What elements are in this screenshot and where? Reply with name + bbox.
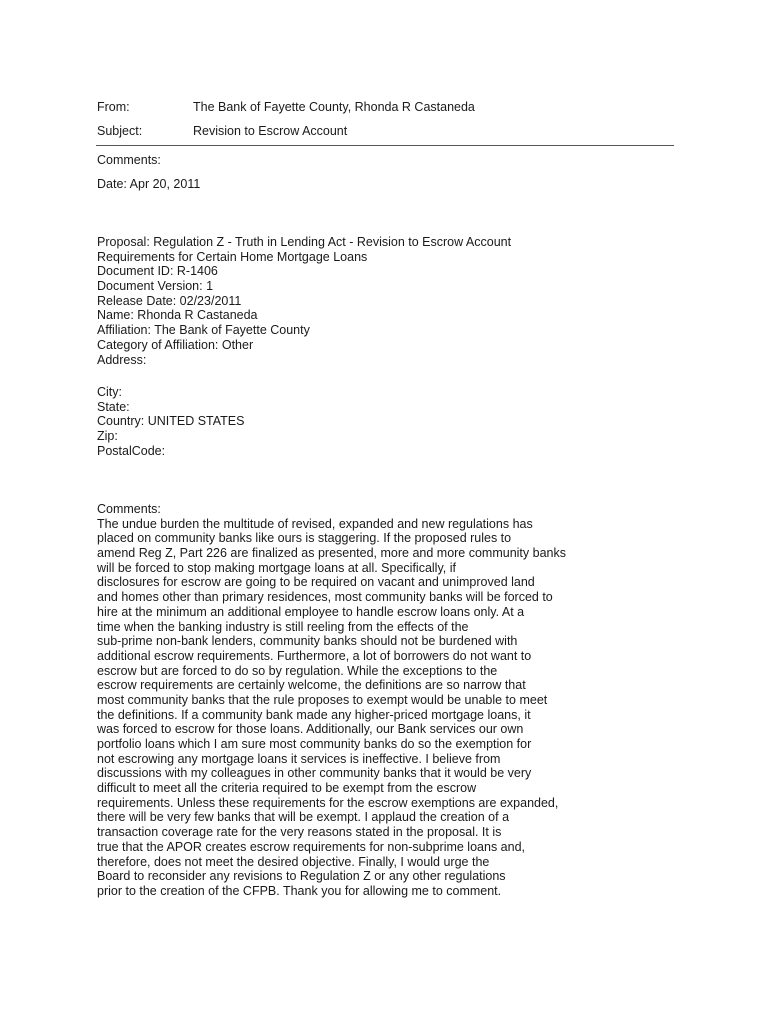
- proposal-line: Address:: [97, 352, 147, 367]
- from-label: From:: [97, 100, 130, 114]
- comment-line: sub-prime non-bank lenders, community banks should not be burdened with: [97, 634, 518, 649]
- comment-line: not escrowing any mortgage loans it services is ineffective. I believe from: [97, 751, 501, 766]
- subject-value: Revision to Escrow Account: [193, 124, 348, 138]
- comment-line: additional escrow requirements. Furthermore, a lot of borrowers do not want to: [97, 648, 532, 663]
- comment-line: placed on community banks like ours is staggering. If the proposed rules to: [97, 531, 512, 546]
- proposal-line: Name: Rhonda R Castaneda: [97, 308, 258, 323]
- comment-line: disclosures for escrow are going to be required on vacant and unimproved land: [97, 575, 535, 590]
- address-line: Zip:: [97, 429, 118, 444]
- comment-line: there will be very few banks that will be exempt. I applaud the creation of a: [97, 810, 510, 825]
- address-line: City:: [97, 385, 122, 399]
- comment-line: portfolio loans which I am sure most community banks do so the exemption for: [97, 737, 532, 751]
- comment-line: requirements. Unless these requirements for the escrow exemptions are expanded,: [97, 795, 559, 810]
- proposal-line: Document Version: 1: [97, 279, 214, 294]
- comment-line: the definitions. If a community bank made any higher-priced mortgage loans, it: [97, 707, 531, 722]
- comment-line: escrow requirements are certainly welcome, the definitions are so narrow that: [97, 678, 526, 693]
- proposal-line: Category of Affiliation: Other: [97, 337, 254, 352]
- comment-line: was forced to escrow for those loans. Additionally, our Bank services our own: [97, 722, 524, 737]
- comment-line: difficult to meet all the criteria required to be exempt from the escrow: [97, 781, 477, 796]
- proposal-details: [97, 235, 511, 367]
- comment-line: and homes other than primary residences, most community banks will be forced to: [97, 590, 553, 605]
- comment-line: time when the banking industry is still reeling from the effects of the: [97, 619, 469, 634]
- proposal-line: Requirements for Certain Home Mortgage Loans: [97, 249, 368, 264]
- from-row: [97, 99, 475, 115]
- comment-line: will be forced to stop making mortgage loans at all. Specifically, if: [97, 560, 456, 575]
- comments-heading: Comments:: [97, 153, 161, 167]
- address-details: [97, 385, 244, 458]
- comment-line: transaction coverage rate for the very reasons stated in the proposal. It is: [97, 825, 502, 840]
- subject-label: Subject:: [97, 124, 143, 138]
- comment-body: [97, 502, 566, 899]
- comment-line: most community banks that the rule proposes to exempt would be unable to meet: [97, 692, 548, 707]
- comment-line: escrow but are forced to do so by regulation. While the exceptions to the: [97, 663, 498, 678]
- address-line: State:: [97, 399, 130, 414]
- address-line: PostalCode:: [97, 443, 166, 458]
- comment-line: The undue burden the multitude of revised, expanded and new regulations has: [97, 516, 533, 531]
- comment-line: hire at the minimum an additional employee to handle escrow loans only. At a: [97, 604, 525, 619]
- date-line: Date: Apr 20, 2011: [97, 177, 201, 191]
- proposal-line: Affiliation: The Bank of Fayette County: [97, 323, 310, 338]
- comment-line: discussions with my colleagues in other community banks that it would be very: [97, 766, 532, 781]
- header-divider: [96, 145, 674, 146]
- comment-line: prior to the creation of the CFPB. Thank you for allowing me to comment.: [97, 883, 502, 898]
- proposal-line: Document ID: R-1406: [97, 264, 218, 279]
- comment-line: Board to reconsider any revisions to Regulation Z or any other regulations: [97, 869, 506, 884]
- comment-line: Comments:: [97, 502, 161, 516]
- comment-line: amend Reg Z, Part 226 are finalized as presented, more and more community banks: [97, 546, 566, 561]
- comment-line: true that the APOR creates escrow requirements for non-subprime loans and,: [97, 839, 525, 854]
- comment-line: therefore, does not meet the desired objective. Finally, I would urge the: [97, 854, 490, 869]
- subject-row: [97, 123, 347, 139]
- address-line: Country: UNITED STATES: [97, 414, 245, 429]
- from-value: The Bank of Fayette County, Rhonda R Castaneda: [193, 100, 475, 114]
- proposal-line: Release Date: 02/23/2011: [97, 293, 242, 308]
- proposal-line: Proposal: Regulation Z - Truth in Lending Act - Revision to Escrow Account: [97, 235, 512, 249]
